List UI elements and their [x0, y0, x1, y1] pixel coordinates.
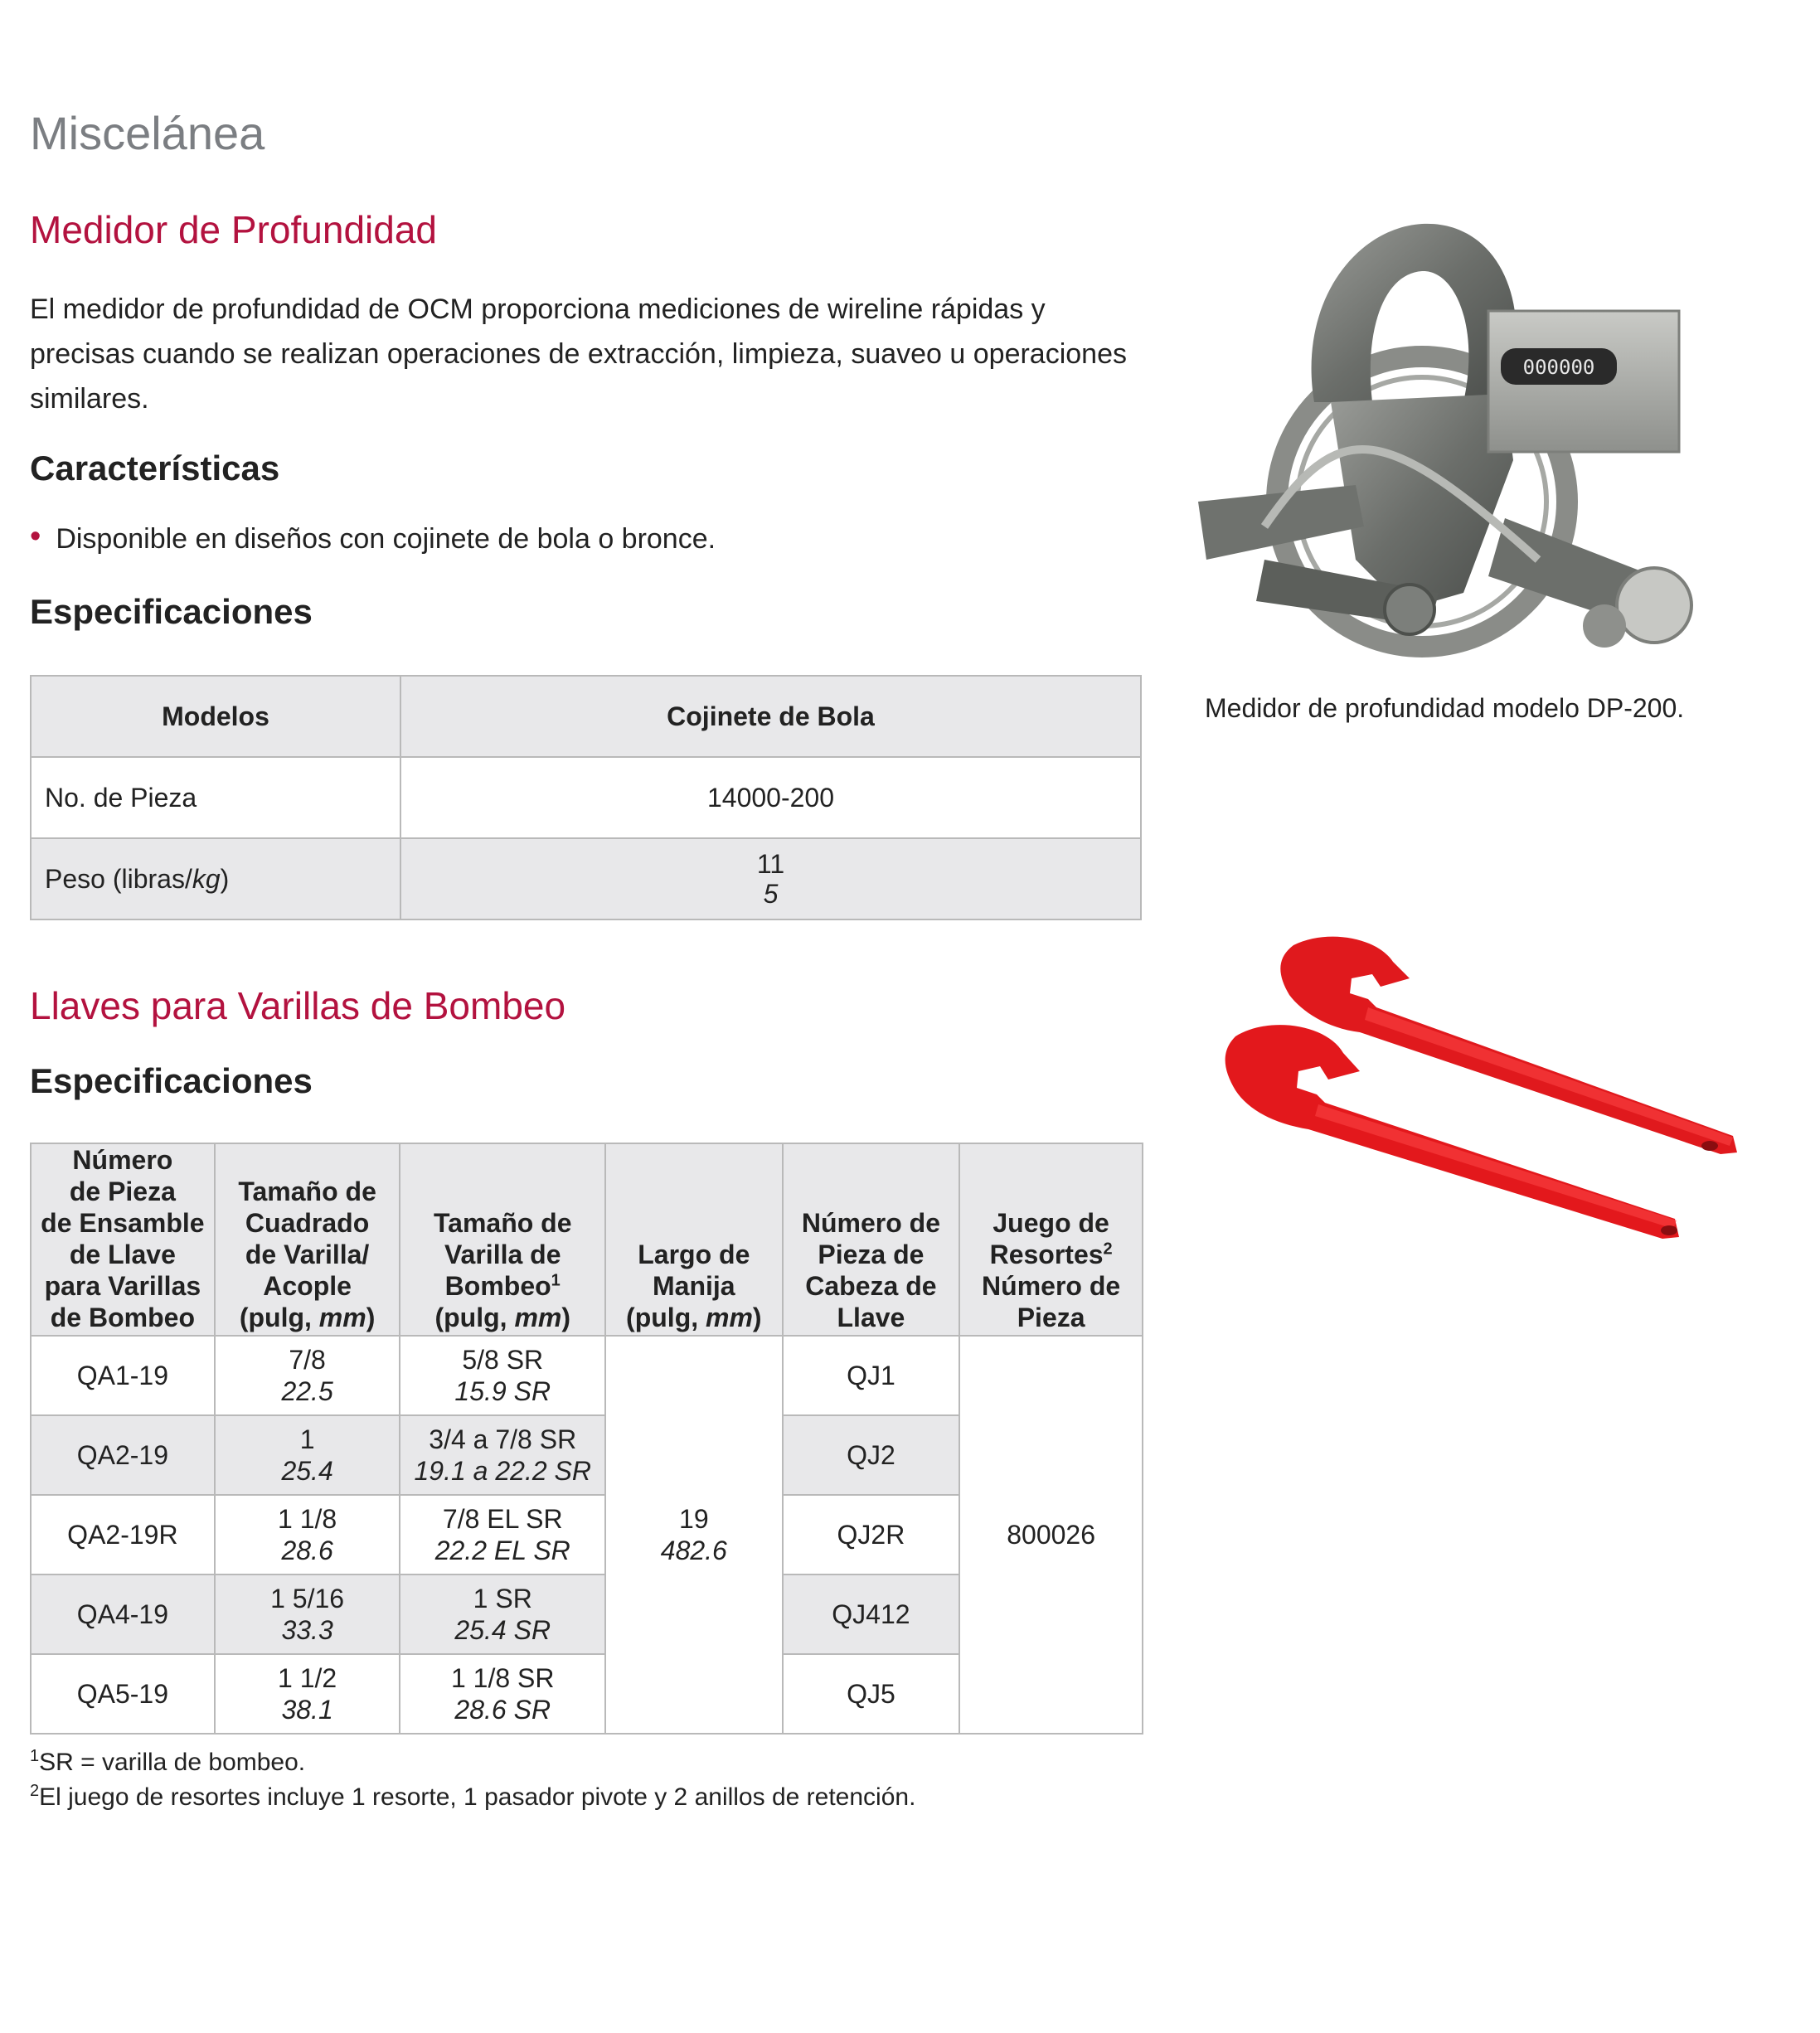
square-cell: 1 25.4 [215, 1415, 400, 1495]
table-row [31, 838, 1141, 919]
table-row [31, 1336, 1143, 1415]
header-handle-length: Largo de Manija (pulg, mm) [605, 1143, 783, 1336]
row-label: Peso (libras/kg) [31, 838, 400, 919]
square-cell: 7/8 22.5 [215, 1336, 400, 1415]
footnotes [30, 1745, 915, 1815]
page-title: Miscelánea [30, 107, 265, 159]
square-cell: 1 5/16 33.3 [215, 1574, 400, 1654]
head-cell: QJ5 [783, 1654, 960, 1734]
rod-cell: 1 1/8 SR 28.6 SR [400, 1654, 605, 1734]
wrench-specs-heading: Especificaciones [30, 1061, 313, 1100]
row-label: No. de Pieza [31, 757, 400, 838]
row-value: 14000-200 [400, 757, 1141, 838]
handle-length-cell: 19 482.6 [605, 1336, 783, 1734]
wrenches-title: Llaves para Varillas de Bombeo [30, 984, 566, 1027]
counter-digits: 000000 [1522, 356, 1595, 379]
footnote: $^2$El juego de resortes incluye 1 resorte, 1 pasador pivote y 2 anillos de retención. [30, 1782, 916, 1811]
features-heading: Características [30, 449, 280, 488]
head-cell: QJ2R [783, 1495, 960, 1574]
square-cell: 1 1/2 38.1 [215, 1654, 400, 1734]
depth-specs-heading: Especificaciones [30, 592, 313, 631]
header-spring-kit: Juego de Resortes$^2$ Número de Pieza [959, 1143, 1143, 1336]
head-cell: QJ1 [783, 1336, 960, 1415]
row-value: 11 5 [400, 838, 1141, 919]
square-cell: 1 1/8 28.6 [215, 1495, 400, 1574]
header-rod-size: Tamaño de Varilla de Bombeo$^1$ (pulg, mm) [400, 1143, 605, 1336]
footnote: $^1$SR = varilla de bombeo. [30, 1747, 306, 1776]
table-header: Modelos [31, 676, 400, 757]
spring-kit-cell: 800026 [959, 1336, 1143, 1734]
assembly-cell: QA4-19 [31, 1574, 215, 1654]
rod-cell: 1 SR 25.4 SR [400, 1574, 605, 1654]
depth-gauge-caption: Medidor de profundidad modelo DP-200. [1205, 693, 1685, 723]
table-header: Cojinete de Bola [400, 676, 1141, 757]
rod-cell: 7/8 EL SR 22.2 EL SR [400, 1495, 605, 1574]
header-assembly: Número de Pieza de Ensamble de Llave para Varillas de Bombeo [31, 1143, 215, 1336]
rod-wrench-spec-table [30, 1143, 1143, 1735]
feature-text: Disponible en diseños con cojinete de bola o bronce. [56, 523, 716, 555]
assembly-cell: QA2-19R [31, 1495, 215, 1574]
assembly-cell: QA5-19 [31, 1654, 215, 1734]
depth-gauge-spec-table [30, 675, 1142, 920]
head-cell: QJ412 [783, 1574, 960, 1654]
rod-wrenches-photo [1202, 929, 1750, 1260]
header-square-size: Tamaño de Cuadrado de Varilla/ Acople (pulg, mm) [215, 1143, 400, 1336]
assembly-cell: QA1-19 [31, 1336, 215, 1415]
bullet-icon: • [30, 519, 41, 554]
depth-gauge-photo [1190, 211, 1737, 676]
rod-cell: 5/8 SR 15.9 SR [400, 1336, 605, 1415]
table-row [31, 757, 1141, 838]
rod-cell: 3/4 a 7/8 SR 19.1 a 22.2 SR [400, 1415, 605, 1495]
header-head-part: Número de Pieza de Cabeza de Llave [783, 1143, 960, 1336]
depth-gauge-description: El medidor de profundidad de OCM proporciona mediciones de wireline rápidas y precisas cuando se realizan operaciones de extracción, limpieza, suaveo u operaciones similares. [30, 294, 1127, 415]
depth-gauge-title: Medidor de Profundidad [30, 208, 437, 251]
feature-bullet [30, 521, 716, 556]
head-cell: QJ2 [783, 1415, 960, 1495]
assembly-cell: QA2-19 [31, 1415, 215, 1495]
